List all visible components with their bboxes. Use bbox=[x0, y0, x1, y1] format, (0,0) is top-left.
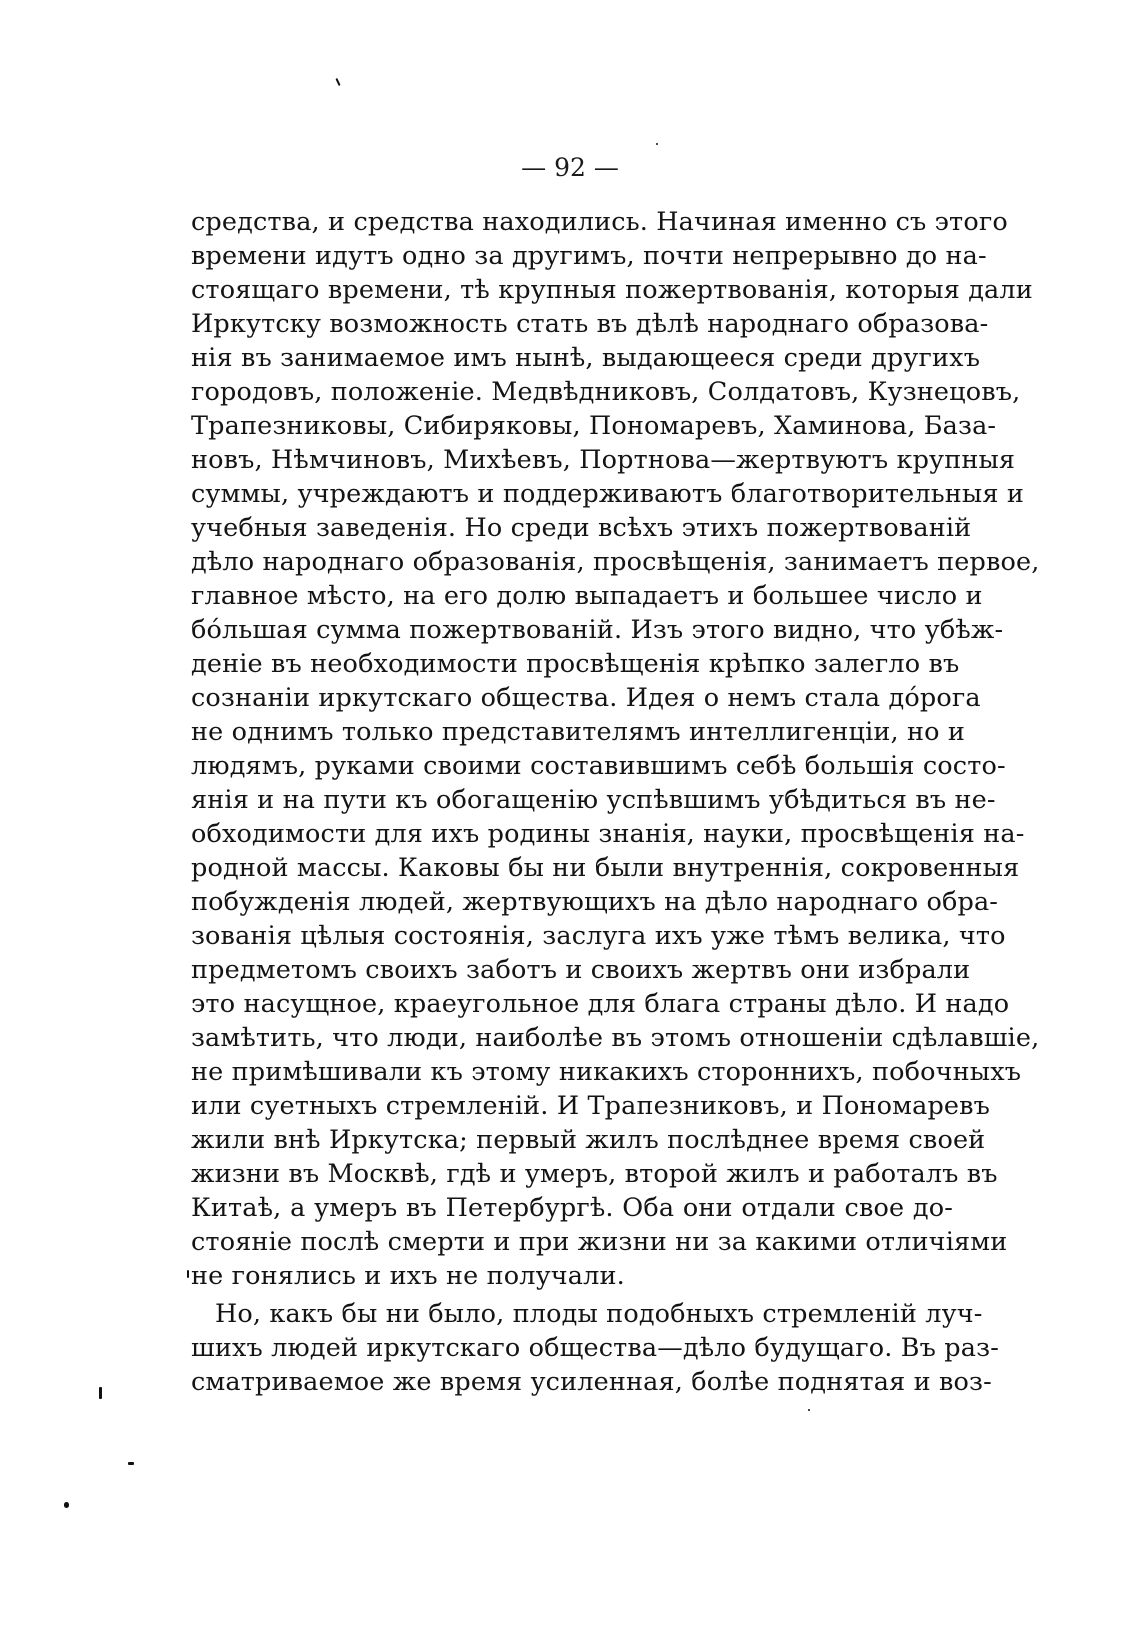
text-line: суммы, учреждаютъ и поддерживаютъ благотворительныя и bbox=[191, 479, 1024, 509]
text-line: деніе въ необходимости просвѣщенія крѣпко залегло въ bbox=[191, 649, 960, 679]
text-line: не примѣшивали къ этому никакихъ стороннихъ, побочныхъ bbox=[191, 1057, 1022, 1087]
text-line: зованія цѣлыя состоянія, заслуга ихъ уже тѣмъ велика, что bbox=[191, 921, 1006, 951]
text-line: стоящаго времени, тѣ крупныя пожертвованія, которыя дали bbox=[191, 275, 1033, 305]
text-line: новъ, Нѣмчиновъ, Михѣевъ, Портнова—жертвуютъ крупныя bbox=[191, 445, 1016, 475]
text-line: городовъ, положеніе. Медвѣдниковъ, Солдатовъ, Кузнецовъ, bbox=[191, 377, 1021, 407]
text-line: это насущное, краеугольное для блага страны дѣло. И надо bbox=[191, 989, 1010, 1019]
scan-speck bbox=[656, 143, 658, 145]
text-line: шихъ людей иркутскаго общества—дѣло будущаго. Въ раз- bbox=[191, 1333, 999, 1363]
text-line: учебныя заведенія. Но среди всѣхъ этихъ пожертвованій bbox=[191, 513, 972, 543]
text-line: родной массы. Каковы бы ни были внутреннія, сокровенныя bbox=[191, 853, 1020, 883]
paragraph-2 bbox=[191, 1297, 999, 1399]
text-line: Китаѣ, а умеръ въ Петербургѣ. Оба они отдали свое до- bbox=[191, 1193, 953, 1223]
text-line: сознаніи иркутскаго общества. Идея о немъ стала дóрога bbox=[191, 683, 981, 713]
text-line: побужденія людей, жертвующихъ на дѣло народнаго обра- bbox=[191, 887, 999, 917]
text-line: не гонялись и ихъ не получали. bbox=[191, 1261, 625, 1291]
body-text bbox=[191, 205, 1040, 1399]
text-line: стояніе послѣ смерти и при жизни ни за какими отличіями bbox=[191, 1227, 1008, 1257]
scan-speck bbox=[187, 1270, 189, 1278]
text-line: людямъ, руками своими составившимъ себѣ большія состо- bbox=[191, 751, 1006, 781]
text-line: бóльшая сумма пожертвованій. Изъ этого видно, что убѣж- bbox=[191, 615, 1004, 645]
text-line: жизни въ Москвѣ, гдѣ и умеръ, второй жилъ и работалъ въ bbox=[191, 1159, 998, 1189]
text-line: нія въ занимаемое имъ нынѣ, выдающееся среди другихъ bbox=[191, 343, 981, 373]
scan-speck bbox=[128, 1462, 134, 1465]
text-line: предметомъ своихъ заботъ и своихъ жертвъ они избрали bbox=[191, 955, 971, 985]
page-number: — 92 — bbox=[521, 153, 619, 182]
text-line: Иркутску возможность стать въ дѣлѣ народнаго образова- bbox=[191, 309, 989, 339]
text-line: замѣтить, что люди, наиболѣе въ этомъ отношеніи сдѣлавшіе, bbox=[191, 1023, 1040, 1053]
text-line: или суетныхъ стремленій. И Трапезниковъ, и Пономаревъ bbox=[191, 1091, 991, 1121]
text-line: обходимости для ихъ родины знанія, науки, просвѣщенія на- bbox=[191, 819, 1025, 849]
scan-speck bbox=[99, 1387, 102, 1399]
scan-speck bbox=[808, 1409, 810, 1411]
scan-speck bbox=[335, 78, 340, 86]
text-line: янія и на пути къ обогащенію успѣвшимъ убѣдиться въ не- bbox=[191, 785, 996, 815]
text-line: средства, и средства находились. Начиная именно съ этого bbox=[191, 207, 1008, 237]
text-line: времени идутъ одно за другимъ, почти непрерывно до на- bbox=[191, 241, 987, 271]
text-line: сматриваемое же время усиленная, болѣе поднятая и воз- bbox=[191, 1367, 992, 1397]
text-line: главное мѣсто, на его долю выпадаетъ и большее число и bbox=[191, 581, 983, 611]
text-line: дѣло народнаго образованія, просвѣщенія, занимаетъ первое, bbox=[191, 547, 1040, 577]
text-line: Но, какъ бы ни было, плоды подобныхъ стремленій луч- bbox=[215, 1299, 983, 1329]
paragraph-1 bbox=[191, 205, 1040, 1293]
text-line: не однимъ только представителямъ интеллигенціи, но и bbox=[191, 717, 966, 747]
text-line: Трапезниковы, Сибиряковы, Пономаревъ, Хаминова, База- bbox=[191, 411, 997, 441]
scan-speck bbox=[64, 1502, 69, 1508]
text-line: жили внѣ Иркутска; первый жилъ послѣднее время своей bbox=[191, 1125, 986, 1155]
